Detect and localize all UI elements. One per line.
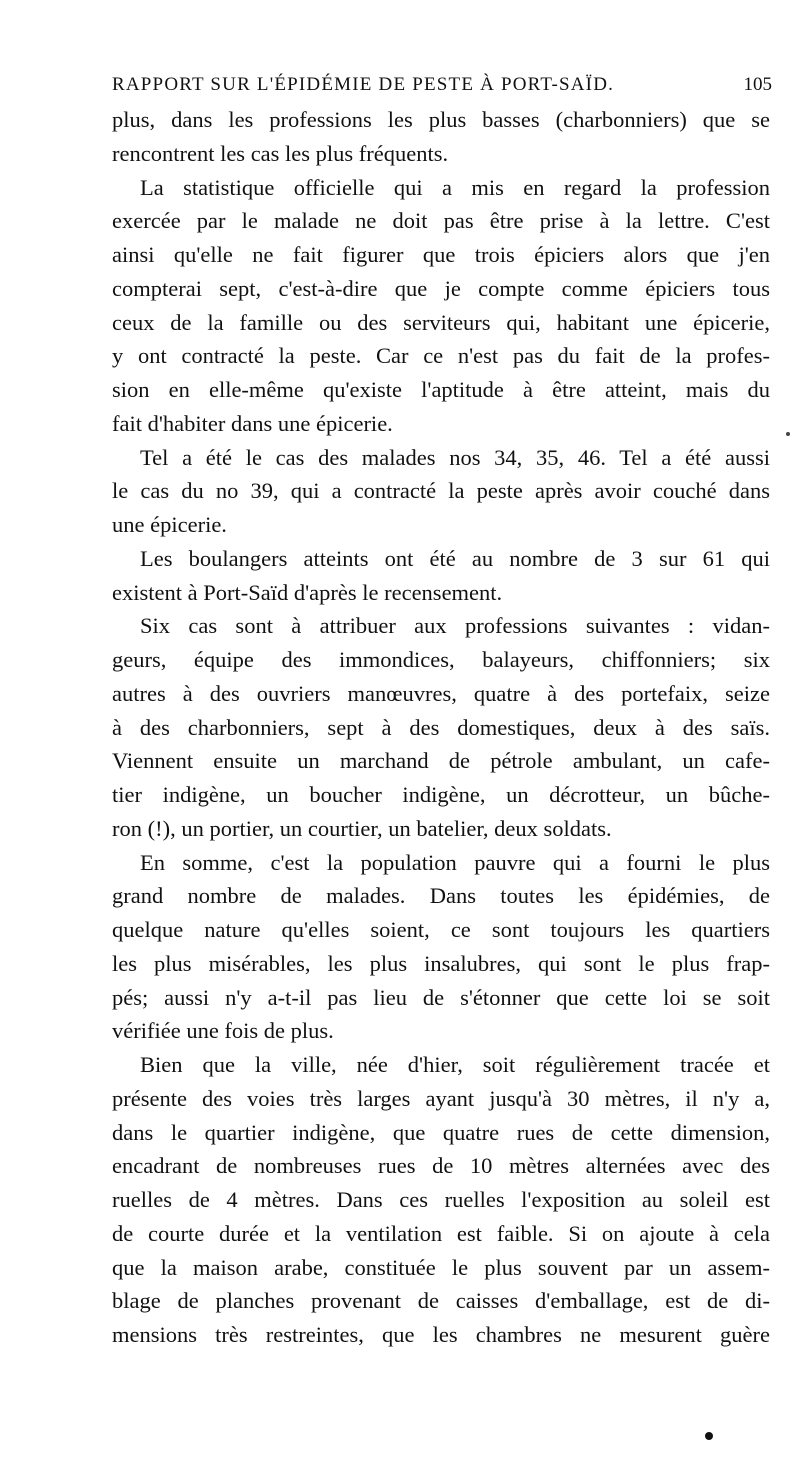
text-line: La statistique officielle qui a mis en regard la profession	[140, 174, 770, 200]
text-line: exercée par le malade ne doit pas être prise à la lettre. C'est	[112, 208, 770, 234]
text-line: vérifiée une fois de plus.	[112, 1018, 334, 1044]
text-line: existent à Port-Saïd d'après le recensement.	[112, 579, 503, 605]
text-line: grand nombre de malades. Dans toutes les épidémies, de	[112, 883, 770, 909]
text-line: rencontrent les cas les plus fréquents.	[112, 140, 449, 166]
margin-speck	[786, 432, 790, 436]
text-line: fait d'habiter dans une épicerie.	[112, 410, 393, 436]
text-line: autres à des ouvriers manœuvres, quatre à des portefaix, seize	[112, 680, 770, 706]
text-line: ron (!), un portier, un courtier, un batelier, deux soldats.	[112, 815, 612, 841]
text-line: ruelles de 4 mètres. Dans ces ruelles l'exposition au soleil est	[112, 1187, 770, 1212]
text-line: de courte durée et la ventilation est faible. Si on ajoute à cela	[112, 1220, 770, 1246]
text-line: une épicerie.	[112, 512, 227, 537]
text-line: présente des voies très larges ayant jusqu'à 30 mètres, il n'y a,	[112, 1085, 770, 1111]
text-line: dans le quartier indigène, que quatre rues de cette dimension,	[112, 1119, 770, 1145]
text-line: blage de planches provenant de caisses d'emballage, est de di-	[112, 1288, 770, 1314]
text-line: le cas du no 39, qui a contracté la peste après avoir couché dans	[112, 478, 770, 504]
text-line: à des charbonniers, sept à des domestiques, deux à des saïs.	[112, 714, 770, 740]
text-line: les plus misérables, les plus insalubres, qui sont le plus frap-	[112, 950, 770, 976]
text-line: ceux de la famille ou des serviteurs qui, habitant une épicerie,	[112, 309, 770, 335]
text-line: y ont contracté la peste. Car ce n'est pas du fait de la profes-	[112, 343, 770, 369]
text-line: sion en elle-même qu'existe l'aptitude à être atteint, mais du	[112, 377, 770, 402]
running-header	[112, 62, 772, 102]
text-line: geurs, équipe des immondices, balayeurs, chiffonniers; six	[112, 647, 770, 672]
text-line: compterai sept, c'est-à-dire que je compte comme épiciers tous	[112, 275, 770, 301]
text-line: Six cas sont à attribuer aux professions suivantes : vidan-	[140, 613, 770, 639]
text-line: encadrant de nombreuses rues de 10 mètres alternées avec des	[112, 1153, 770, 1179]
page-number: 105	[743, 74, 772, 95]
ink-dot	[705, 1432, 713, 1440]
body-text	[112, 103, 770, 1352]
text-line: Tel a été le cas des malades nos 34, 35, 46. Tel a été aussi	[140, 444, 770, 470]
text-line: Bien que la ville, née d'hier, soit régulièrement tracée et	[140, 1052, 770, 1077]
text-line: tier indigène, un boucher indigène, un décrotteur, un bûche-	[112, 782, 770, 807]
text-line: ainsi qu'elle ne fait figurer que trois épiciers alors que j'en	[112, 242, 770, 267]
text-line: En somme, c'est la population pauvre qui a fourni le plus	[140, 849, 770, 875]
text-line: mensions très restreintes, que les chambres ne mesurent guère	[112, 1322, 770, 1347]
text-line: plus, dans les professions les plus basses (charbonniers) que se	[112, 107, 770, 132]
text-line: pés; aussi n'y a-t-il pas lieu de s'étonner que cette loi se soit	[112, 984, 770, 1010]
running-title: RAPPORT SUR L'ÉPIDÉMIE DE PESTE À PORT-SAÏD.	[112, 74, 615, 95]
text-line: Les boulangers atteints ont été au nombre de 3 sur 61 qui	[140, 545, 770, 571]
text-line: que la maison arabe, constituée le plus souvent par un assem-	[112, 1254, 770, 1280]
text-line: Viennent ensuite un marchand de pétrole ambulant, un cafe-	[112, 748, 770, 774]
text-line: quelque nature qu'elles soient, ce sont toujours les quartiers	[112, 917, 770, 942]
